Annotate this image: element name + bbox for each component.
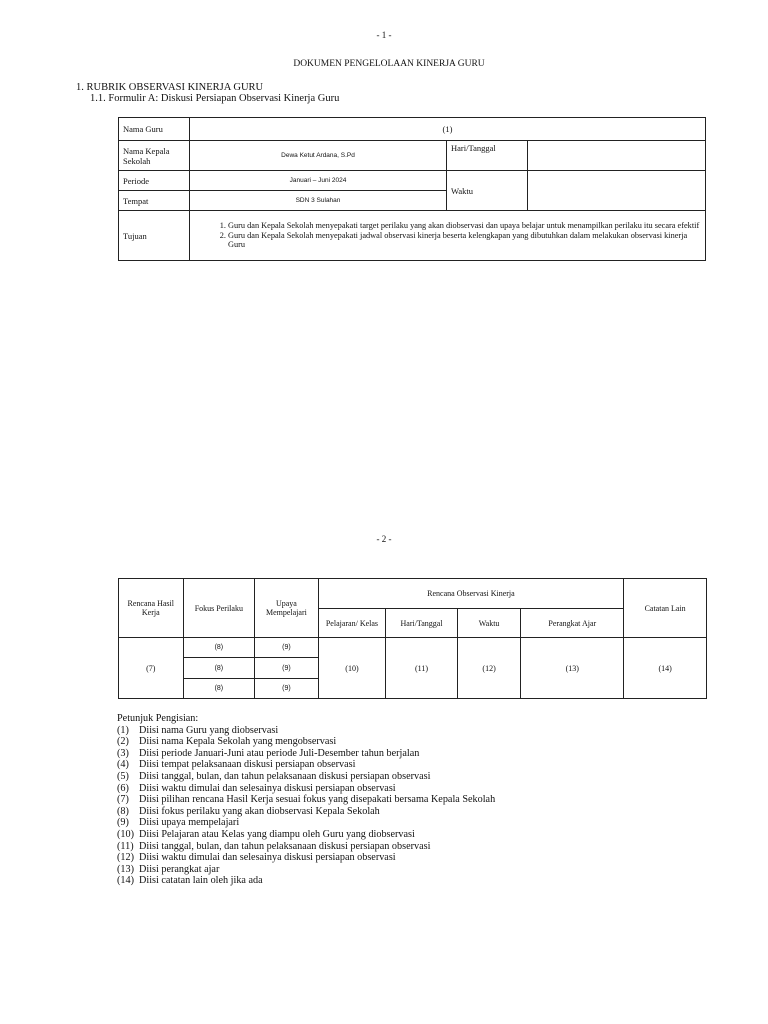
- header-catatan: Catatan Lain: [624, 579, 707, 638]
- instruction-number: (9): [117, 817, 129, 829]
- instruction-item: [117, 829, 495, 841]
- cell-fokus: (8): [183, 638, 255, 658]
- instruction-number: (2): [117, 736, 129, 748]
- instruction-item: [117, 817, 495, 829]
- instructions: [117, 713, 495, 887]
- periode-label: Periode: [119, 171, 190, 191]
- header-hari: Hari/Tanggal: [386, 609, 458, 638]
- instruction-number: (13): [117, 863, 134, 875]
- guru-label: Nama Guru: [119, 118, 190, 141]
- observation-plan-table: [118, 578, 707, 699]
- instructions-list: [117, 725, 495, 887]
- instruction-text: Diisi Pelajaran atau Kelas yang diampu oleh Guru yang diobservasi: [139, 828, 415, 840]
- tempat-value: SDN 3 Sulahan: [190, 191, 447, 211]
- instruction-text: Diisi waktu dimulai dan selesainya diskusi persiapan observasi: [139, 782, 396, 794]
- instruction-number: (6): [117, 782, 129, 794]
- instruction-text: Diisi pilihan rencana Hasil Kerja sesuai fokus yang disepakati bersama Kepala Sekolah: [139, 794, 496, 806]
- instruction-text: Diisi waktu dimulai dan selesainya diskusi persiapan observasi: [139, 852, 396, 864]
- instruction-number: (8): [117, 805, 129, 817]
- page-number-2: - 2 -: [376, 534, 392, 544]
- waktu-value: [528, 171, 706, 211]
- tujuan-list: [194, 221, 701, 250]
- cell-upaya: (9): [255, 658, 319, 679]
- periode-value: Januari – Juni 2024: [190, 171, 447, 191]
- instructions-title: Petunjuk Pengisian:: [117, 713, 199, 724]
- instruction-number: (5): [117, 770, 129, 782]
- instruction-number: (4): [117, 759, 129, 771]
- tujuan-label: Tujuan: [119, 211, 190, 261]
- instruction-number: (12): [117, 852, 134, 864]
- cell-catatan: (14): [624, 638, 707, 699]
- instruction-item: [117, 783, 495, 795]
- subsection-heading: 1.1. Formulir A: Diskusi Persiapan Observasi Kinerja Guru: [90, 93, 340, 104]
- instruction-text: Diisi tanggal, bulan, dan tahun pelaksanaan diskusi persiapan observasi: [139, 840, 431, 852]
- instruction-item: [117, 806, 495, 818]
- instruction-text: Diisi tanggal, bulan, dan tahun pelaksanaan diskusi persiapan observasi: [139, 770, 431, 782]
- hari-value: [528, 141, 706, 171]
- cell-waktu: (12): [457, 638, 521, 699]
- instruction-number: (3): [117, 747, 129, 759]
- waktu-label: Waktu: [447, 171, 528, 211]
- instruction-text: Diisi nama Kepala Sekolah yang mengobservasi: [139, 736, 337, 748]
- header-fokus: Fokus Perilaku: [183, 579, 255, 638]
- instruction-text: Diisi periode Januari-Juni atau periode Juli-Desember tahun berjalan: [139, 747, 420, 759]
- cell-upaya: (9): [255, 638, 319, 658]
- instruction-item: [117, 794, 495, 806]
- cell-fokus: (8): [183, 679, 255, 699]
- instruction-item: [117, 759, 495, 771]
- instruction-item: [117, 771, 495, 783]
- instruction-item: [117, 841, 495, 853]
- guru-value: (1): [190, 118, 706, 141]
- document-title: DOKUMEN PENGELOLAAN KINERJA GURU: [293, 59, 485, 69]
- instruction-text: Diisi nama Guru yang diobservasi: [139, 724, 279, 736]
- cell-rencana: (7): [119, 638, 184, 699]
- instruction-text: Diisi perangkat ajar: [139, 863, 220, 875]
- kepsek-label: Nama Kepala Sekolah: [119, 141, 190, 171]
- instruction-item: [117, 852, 495, 864]
- instruction-text: Diisi fokus perilaku yang akan diobservasi Kepala Sekolah: [139, 805, 380, 817]
- instruction-text: Diisi tempat pelaksanaan diskusi persiapan observasi: [139, 759, 356, 771]
- kepsek-value: Dewa Ketut Ardana, S.Pd: [190, 141, 447, 171]
- cell-upaya: (9): [255, 679, 319, 699]
- instruction-item: [117, 864, 495, 876]
- instruction-text: Diisi upaya mempelajari: [139, 817, 240, 829]
- cell-fokus: (8): [183, 658, 255, 679]
- instruction-item: [117, 736, 495, 748]
- instruction-item: [117, 875, 495, 887]
- instruction-item: [117, 725, 495, 737]
- header-perangkat: Perangkat Ajar: [521, 609, 624, 638]
- hari-label: Hari/Tanggal: [447, 141, 528, 171]
- instruction-text: Diisi catatan lain oleh jika ada: [139, 875, 263, 887]
- instruction-number: (1): [117, 724, 129, 736]
- instruction-number: (7): [117, 794, 129, 806]
- tujuan-item: 2. Guru dan Kepala Sekolah menyepakati jadwal observasi kinerja beserta kelengkapan yang dibutuhkan dalam melakukan observasi kinerja Guru: [228, 231, 701, 250]
- instruction-item: [117, 748, 495, 760]
- page-number-1: - 1 -: [376, 30, 392, 40]
- section-heading: 1. RUBRIK OBSERVASI KINERJA GURU: [76, 82, 264, 93]
- header-waktu: Waktu: [457, 609, 521, 638]
- header-pelajaran: Pelajaran/ Kelas: [318, 609, 386, 638]
- instruction-number: (14): [117, 875, 134, 887]
- header-rencana-observasi: Rencana Observasi Kinerja: [318, 579, 624, 609]
- tujuan-item: 1. Guru dan Kepala Sekolah menyepakati target perilaku yang akan diobservasi dan upaya belajar untuk menampilkan perilaku itu secara efektif: [228, 221, 701, 231]
- instruction-number: (10): [117, 828, 134, 840]
- instruction-number: (11): [117, 840, 134, 852]
- observation-prep-form: [118, 117, 706, 261]
- header-rencana-hasil: Rencana Hasil Kerja: [119, 579, 184, 638]
- header-upaya: Upaya Mempelajari: [255, 579, 319, 638]
- tempat-label: Tempat: [119, 191, 190, 211]
- cell-hari: (11): [386, 638, 458, 699]
- cell-pelajaran: (10): [318, 638, 386, 699]
- tujuan-content: [190, 211, 706, 261]
- cell-perangkat: (13): [521, 638, 624, 699]
